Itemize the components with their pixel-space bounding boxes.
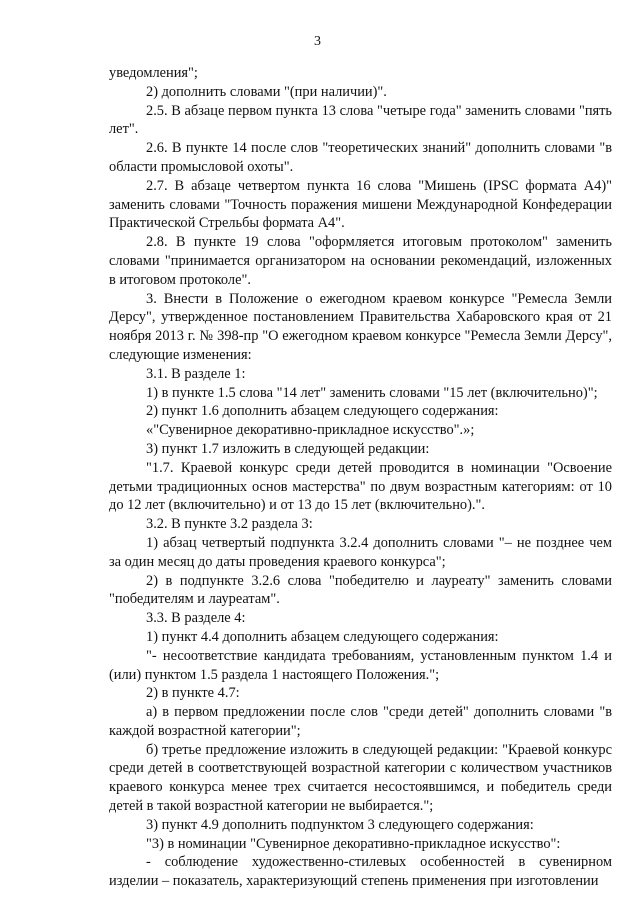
document-paragraph: 2.6. В пункте 14 после слов "теоретических знаний" дополнить словами "в области промысловой охоты". bbox=[109, 140, 612, 175]
document-paragraph: «"Сувенирное декоративно-прикладное искусство".»; bbox=[146, 422, 475, 439]
document-body bbox=[109, 64, 612, 891]
document-paragraph: 2.7. В абзаце четвертом пункта 16 слова "Мишень (IPSC формата А4)" заменить словами "Точность поражения мишени Международной Конфедерации Практической Стрельбы формата А4". bbox=[109, 177, 612, 232]
document-paragraph: 2) в пункте 4.7: bbox=[146, 685, 240, 702]
document-paragraph: уведомления"; bbox=[109, 65, 198, 81]
document-paragraph: 2) в подпункте 3.2.6 слова "победителю и лауреату" заменить словами "победителям и лауреатам". bbox=[109, 572, 612, 608]
document-paragraph: 3) пункт 1.7 изложить в следующей редакции: bbox=[146, 440, 430, 457]
document-paragraph: 2) пункт 1.6 дополнить абзацем следующего содержания: bbox=[146, 403, 499, 420]
document-paragraph: "- несоответствие кандидата требованиям, установленным пунктом 1.4 и (или) пунктом 1.5 раздела 1 настоящего Положения."; bbox=[109, 647, 612, 683]
document-paragraph: 2) дополнить словами "(при наличии)". bbox=[146, 83, 387, 100]
document-paragraph: 3.1. В разделе 1: bbox=[146, 365, 246, 382]
document-paragraph: 3. Внести в Положение о ежегодном краевом конкурсе "Ремесла Земли Дерсу", утвержденное постановлением Правительства Хабаровского края от 21 ноября 2013 г. № 398-пр "О ежегодном краевом конкурсе "Ремесла Земли Дерсу", следующие изменения: bbox=[109, 290, 612, 363]
document-paragraph: 3) пункт 4.9 дополнить подпунктом 3 следующего содержания: bbox=[146, 816, 534, 833]
document-paragraph: 1) в пункте 1.5 слова "14 лет" заменить словами "15 лет (включительно)"; bbox=[146, 384, 598, 401]
document-paragraph: "3) в номинации "Сувенирное декоративно-прикладное искусство": bbox=[146, 835, 561, 852]
document-paragraph: 3.3. В разделе 4: bbox=[146, 610, 246, 627]
document-paragraph: б) третье предложение изложить в следующей редакции: "Краевой конкурс среди детей в соответствующей возрастной категории с количеством участников краевого конкурса менее трех считается несостоявшимся, и победитель среди детей в такой возрастной категории не выбирается."; bbox=[109, 741, 612, 815]
document-paragraph: - соблюдение художественно-стилевых особенностей в сувенирном изделии – показатель, характеризующий степень применения при изготовлении bbox=[109, 854, 612, 890]
document-paragraph: а) в первом предложении после слов "среди детей" дополнить словами "в каждой возрастной категории"; bbox=[109, 704, 612, 739]
document-paragraph: "1.7. Краевой конкурс среди детей проводится в номинации "Освоение детьми традиционных основ мастерства" по двум возрастным категориям: от 10 до 12 лет (включительно) и от 13 до 15 лет (включительно).". bbox=[109, 459, 612, 514]
page-number: 3 bbox=[314, 34, 321, 49]
document-paragraph: 2.8. В пункте 19 слова "оформляется итоговым протоколом" заменить словами "принимается организатором на основании рекомендаций, изложенных в итоговом протоколе". bbox=[109, 234, 612, 288]
document-paragraph: 1) абзац четвертый подпункта 3.2.4 дополнить словами "– не позднее чем за один месяц до даты проведения краевого конкурса"; bbox=[109, 534, 612, 570]
document-paragraph: 1) пункт 4.4 дополнить абзацем следующего содержания: bbox=[146, 628, 499, 645]
document-paragraph: 3.2. В пункте 3.2 раздела 3: bbox=[146, 516, 313, 533]
document-paragraph: 2.5. В абзаце первом пункта 13 слова "четыре года" заменить словами "пять лет". bbox=[109, 102, 612, 138]
